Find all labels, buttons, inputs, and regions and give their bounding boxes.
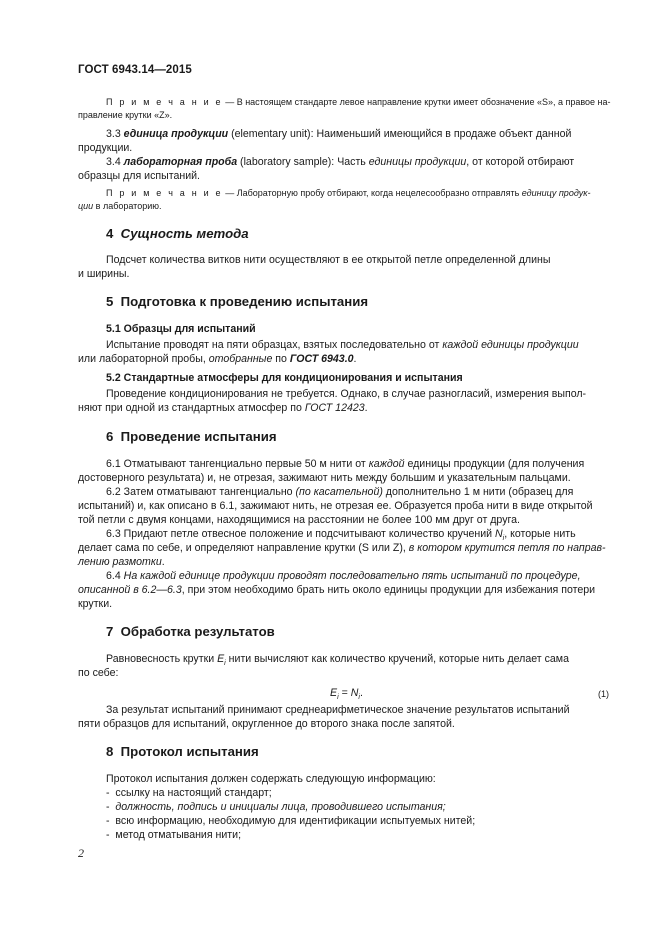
list-item: - всю информацию, необходимую для идентификации испытуемых нитей; [106, 815, 476, 827]
subsection-5-1-line-1: Испытание проводят на пяти образцах, взятых последовательно от каждой единицы продукции [106, 339, 579, 351]
formula-number: (1) [598, 689, 609, 699]
term: единица продукции [123, 128, 229, 140]
clause-6-3-line-3: лению размотки. [78, 556, 165, 568]
list-item: - метод отматывания нити; [106, 829, 242, 841]
document-header: ГОСТ 6943.14—2015 [78, 64, 192, 76]
standard-reference: ГОСТ 6943.0 [289, 353, 354, 365]
section-7-line-3: За результат испытаний принимают среднеарифметическое значение результатов испытаний [106, 704, 570, 716]
note-1-line-2: правление крутки «Z». [78, 110, 173, 120]
clause-3-4-line-2: образцы для испытаний. [78, 170, 200, 182]
subsection-5-1-title: 5.1 Образцы для испытаний [106, 323, 256, 335]
clause-3-4-line-1: 3.4 лабораторная проба (laboratory sample): Часть единицы продукции, от которой отбирают [106, 156, 575, 168]
page-number: 2 [78, 846, 84, 860]
note-2-line-2: ции в лабораторию. [78, 201, 162, 211]
standard-reference: ГОСТ 12423 [304, 402, 365, 414]
note-label: П р и м е ч а н и е [106, 97, 223, 107]
clause-6-3-line-2: делает сама по себе, и определяют направление крутки (S или Z), в котором крутится петля по направ- [78, 542, 606, 554]
subsection-5-2-line-1: Проведение кондиционирования не требуется. Однако, в случае разногласий, измерения выпол- [106, 388, 587, 400]
section-5-heading: 5 Подготовка к проведению испытания [106, 294, 369, 309]
clause-6-2-line-2: испытаний) и, как описано в 6.1, зажимают нить, не отрезая ее. Образуется проба нити в виде открытой [78, 500, 593, 512]
note-1-line-1: П р и м е ч а н и е — В настоящем стандарте левое направление крутки имеет обозначение «S», а правое на- [106, 97, 611, 107]
section-6-heading: 6 Проведение испытания [106, 429, 277, 444]
clause-6-4-line-2: описанной в 6.2—6.3, при этом необходимо брать нить около единицы продукции для избежания потери [78, 584, 596, 596]
clause-6-1-line-1: 6.1 Отматывают тангенциально первые 50 м нити от каждой единицы продукции (для получения [106, 458, 585, 470]
subsection-5-2-line-2: няют при одной из стандартных атмосфер по ГОСТ 12423. [78, 402, 368, 414]
term: лабораторная проба [123, 156, 238, 168]
section-8-heading: 8 Протокол испытания [106, 744, 259, 759]
clause-6-4-line-3: крутки. [78, 598, 113, 610]
section-7-line-1: Равновесность крутки $E_i$ нити вычисляют как количество кручений, которые нить делает сама [106, 653, 569, 668]
clause-3-3-line-2: продукции. [78, 142, 133, 154]
section-7-line-2: по себе: [78, 667, 119, 679]
note-2-line-1: П р и м е ч а н и е — Лабораторную пробу отбирают, когда нецелесообразно отправлять единицу продук- [106, 188, 591, 198]
formula-1: $E_i = N_i$. [330, 687, 363, 702]
section-7-heading: 7 Обработка результатов [106, 624, 275, 639]
section-4-heading: 4 Сущность метода [106, 226, 249, 241]
clause-6-2-line-3: той петли с двумя концами, находящимися на расстоянии не более 100 мм друг от друга. [78, 514, 520, 526]
clause-3-3-line-1: 3.3 единица продукции (elementary unit): Наименьший имеющийся в продаже объект данной [106, 128, 572, 140]
section-4-paragraph-line-1: Подсчет количества витков нити осуществляют в ее открытой петле определенной длины [106, 254, 551, 266]
list-item: - ссылку на настоящий стандарт; [106, 787, 272, 799]
clause-6-1-line-2: достоверного результата) и, не отрезая, зажимают нить между большим и указательным пальцами. [78, 472, 571, 484]
section-8-intro: Протокол испытания должен содержать следующую информацию: [106, 773, 436, 785]
list-item: - должность, подпись и инициалы лица, проводившего испытания; [106, 801, 446, 813]
subsection-5-2-title: 5.2 Стандартные атмосферы для кондиционирования и испытания [106, 372, 463, 384]
subsection-5-1-line-2: или лабораторной пробы, отобранные по ГОСТ 6943.0. [78, 353, 357, 365]
clause-6-2-line-1: 6.2 Затем отматывают тангенциально (по касательной) дополнительно 1 м нити (образец для [106, 486, 574, 498]
clause-6-4-line-1: 6.4 На каждой единице продукции проводят последовательно пять испытаний по процедуре, [106, 570, 581, 582]
section-4-paragraph-line-2: и ширины. [78, 268, 130, 280]
clause-6-3-line-1: 6.3 Придают петле отвесное положение и подсчитывают количество кручений $N_i$, которые нить [106, 528, 576, 543]
section-7-line-4: пяти образцов для испытаний, округленное до второго знака после запятой. [78, 718, 455, 730]
note-label: П р и м е ч а н и е [106, 188, 223, 198]
